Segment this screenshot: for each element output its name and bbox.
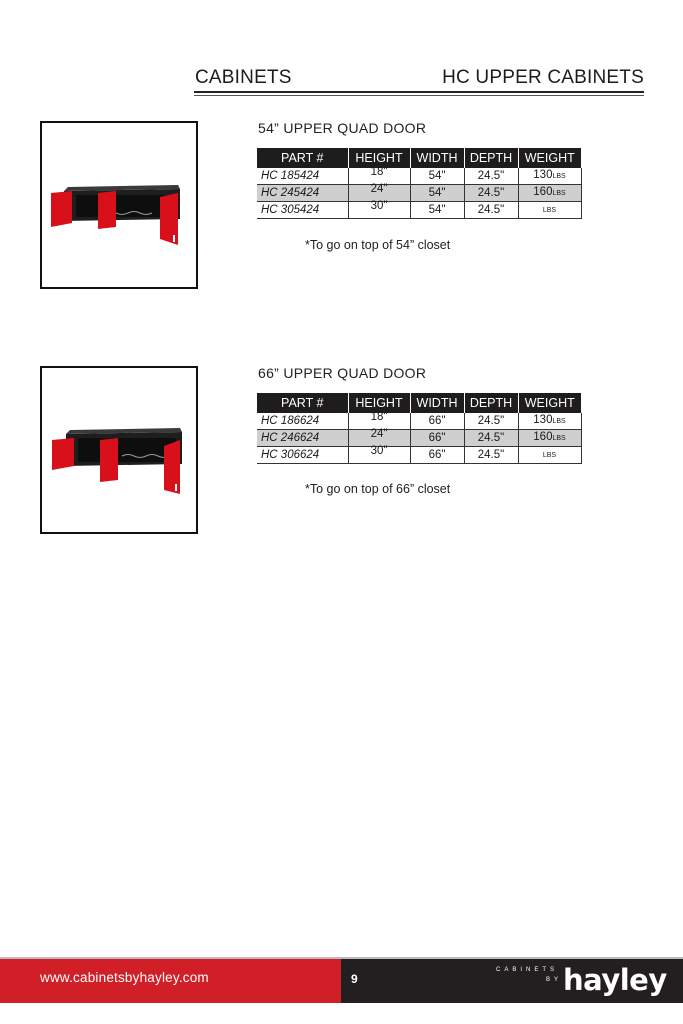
table-row bbox=[257, 168, 581, 185]
table-row bbox=[257, 185, 581, 202]
col-width: WIDTH bbox=[410, 393, 464, 413]
width-cell: 66" bbox=[410, 430, 464, 447]
part-number: HC 185424 bbox=[257, 168, 348, 185]
part-number: HC 306624 bbox=[257, 447, 348, 464]
product-image-66 bbox=[40, 366, 198, 534]
height-cell: 18" bbox=[348, 168, 410, 185]
footer-dark-band bbox=[341, 959, 683, 1003]
depth-cell: 24.5" bbox=[464, 202, 518, 219]
weight-cell: 130LBS bbox=[518, 413, 581, 430]
part-number: HC 305424 bbox=[257, 202, 348, 219]
category-title: HC UPPER CABINETS bbox=[442, 67, 644, 88]
height-cell: 24" bbox=[348, 430, 410, 447]
page-header bbox=[194, 64, 644, 98]
col-part: PART # bbox=[257, 148, 348, 168]
table-row bbox=[257, 413, 581, 430]
part-number: HC 186624 bbox=[257, 413, 348, 430]
page-number: 9 bbox=[351, 972, 358, 986]
col-weight: WEIGHT bbox=[518, 148, 581, 168]
weight-cell: 160LBS bbox=[518, 430, 581, 447]
width-cell: 54" bbox=[410, 185, 464, 202]
part-number: HC 245424 bbox=[257, 185, 348, 202]
brand-logo: hayley bbox=[563, 963, 667, 997]
height-cell: 30" bbox=[348, 447, 410, 464]
height-cell: 30" bbox=[348, 202, 410, 219]
depth-cell: 24.5" bbox=[464, 413, 518, 430]
weight-cell: LBS bbox=[518, 202, 581, 219]
product-image-54 bbox=[40, 121, 198, 289]
col-weight: WEIGHT bbox=[518, 393, 581, 413]
product-title: 54” UPPER QUAD DOOR bbox=[258, 120, 427, 136]
width-cell: 66" bbox=[410, 447, 464, 464]
table-row bbox=[257, 430, 581, 447]
product-title: 66” UPPER QUAD DOOR bbox=[258, 365, 427, 381]
spec-table bbox=[257, 148, 582, 219]
depth-cell: 24.5" bbox=[464, 168, 518, 185]
col-height: HEIGHT bbox=[348, 393, 410, 413]
width-cell: 54" bbox=[410, 202, 464, 219]
weight-cell: 160LBS bbox=[518, 185, 581, 202]
weight-cell: LBS bbox=[518, 447, 581, 464]
spec-table bbox=[257, 393, 582, 464]
product-note: *To go on top of 66” closet bbox=[305, 482, 451, 496]
page-footer bbox=[0, 957, 683, 1003]
header-rule bbox=[194, 91, 644, 93]
col-depth: DEPTH bbox=[464, 148, 518, 168]
col-width: WIDTH bbox=[410, 148, 464, 168]
brand-by: BY bbox=[546, 977, 563, 983]
website-link[interactable]: www.cabinetsbyhayley.com bbox=[40, 970, 209, 985]
height-cell: 24" bbox=[348, 185, 410, 202]
depth-cell: 24.5" bbox=[464, 430, 518, 447]
section-title: CABINETS bbox=[195, 67, 292, 88]
table-header-row bbox=[257, 393, 581, 413]
width-cell: 54" bbox=[410, 168, 464, 185]
col-part: PART # bbox=[257, 393, 348, 413]
height-cell: 18" bbox=[348, 413, 410, 430]
col-height: HEIGHT bbox=[348, 148, 410, 168]
product-note: *To go on top of 54” closet bbox=[305, 238, 451, 252]
weight-cell: 130LBS bbox=[518, 168, 581, 185]
header-rule-thin bbox=[194, 95, 644, 96]
table-row bbox=[257, 447, 581, 464]
footer-red-band bbox=[0, 959, 341, 1003]
depth-cell: 24.5" bbox=[464, 185, 518, 202]
brand-tagline: CABINETS bbox=[496, 967, 559, 973]
table-header-row bbox=[257, 148, 581, 168]
col-depth: DEPTH bbox=[464, 393, 518, 413]
part-number: HC 246624 bbox=[257, 430, 348, 447]
width-cell: 66" bbox=[410, 413, 464, 430]
table-row bbox=[257, 202, 581, 219]
depth-cell: 24.5" bbox=[464, 447, 518, 464]
